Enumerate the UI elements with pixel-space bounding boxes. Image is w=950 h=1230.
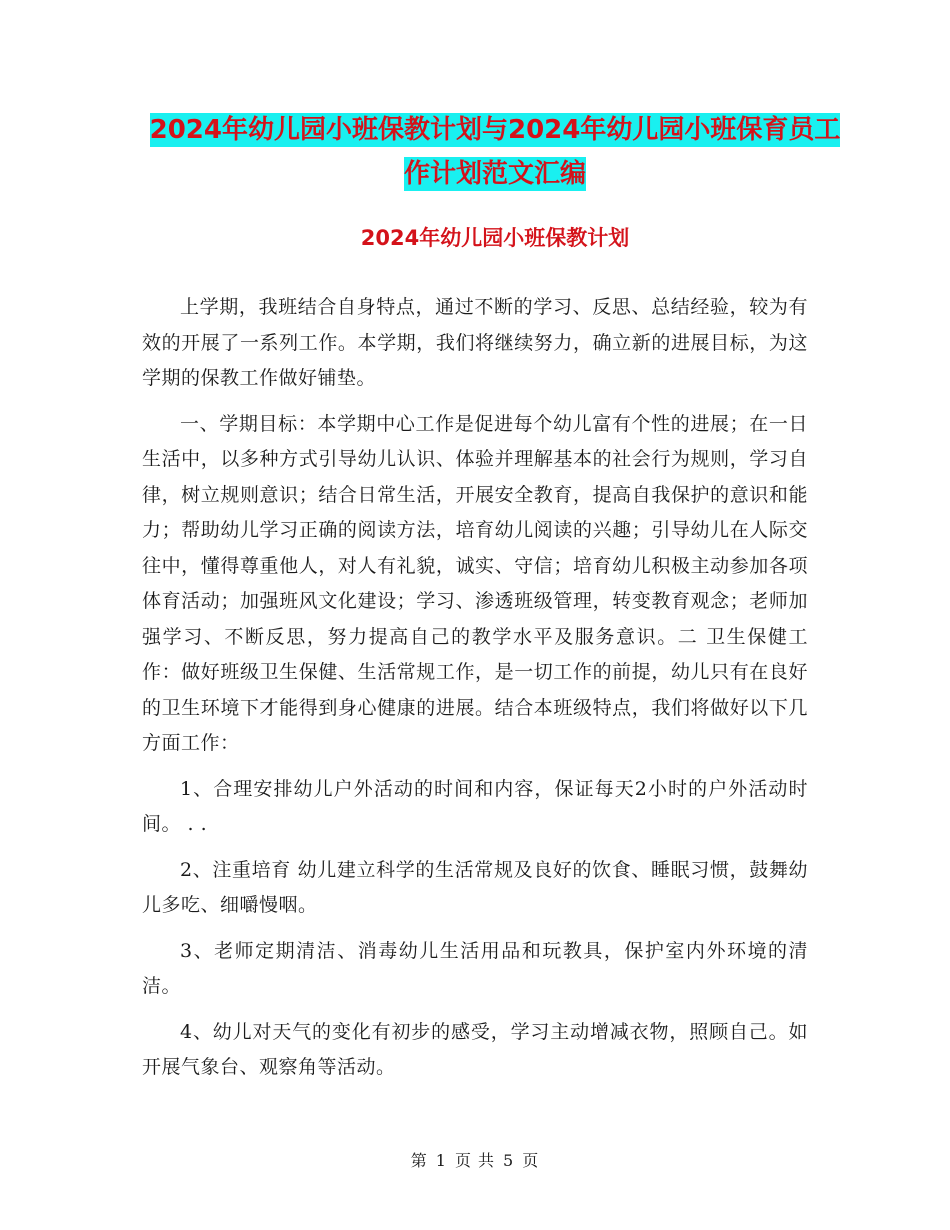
page-label-prefix: 第 — [410, 1151, 428, 1170]
document-title-highlight: 2024年幼儿园小班保教计划与2024年幼儿园小班保育员工作计划范文汇编 — [149, 115, 841, 189]
page-current: 1 — [435, 1151, 447, 1170]
page-footer — [0, 1148, 950, 1171]
page-total: 5 — [503, 1151, 515, 1170]
document-title — [140, 108, 850, 196]
document-body — [142, 290, 808, 1096]
section-title: 2024年幼儿园小班保教计划 — [360, 226, 630, 250]
page-label-suffix: 页 — [522, 1151, 540, 1170]
paragraph-goals: 一、学期目标：本学期中心工作是促进每个幼儿富有个性的进展；在一日生活中，以多种方式引导幼儿认识、体验并理解基本的社会行为规则，学习自律，树立规则意识；结合日常生活，开展安全教育，提高自我保护的意识和能力；帮助幼儿学习正确的阅读方法，培育幼儿阅读的兴趣；引导幼儿在人际交往中，懂得尊重他人，对人有礼貌，诚实、守信；培育幼儿积极主动参加各项体育活动；加强班风文化建设；学习、渗透班级管理，转变教育观念；老师加强学习、不断反思，努力提高自己的教学水平及服务意识。二 卫生保健工作：做好班级卫生保健、生活常规工作，是一切工作的前提，幼儿只有在良好的卫生环境下才能得到身心健康的进展。结合本班级特点，我们将做好以下几方面工作： — [142, 412, 808, 754]
paragraph-item-3: 3、老师定期清洁、消毒幼儿生活用品和玩教具，保护室内外环境的清洁。 — [142, 939, 808, 997]
paragraph-intro: 上学期，我班结合自身特点，通过不断的学习、反思、总结经验，较为有效的开展了一系列工作。本学期，我们将继续努力，确立新的进展目标，为这学期的保教工作做好铺垫。 — [142, 296, 808, 389]
page-label-mid: 页 共 — [454, 1151, 496, 1170]
paragraph-item-2: 2、注重培育 幼儿建立科学的生活常规及良好的饮食、睡眠习惯，鼓舞幼儿多吃、细嚼慢咽。 — [142, 858, 808, 916]
paragraph-item-1: 1、合理安排幼儿户外活动的时间和内容，保证每天2小时的户外活动时间。 . . — [142, 777, 808, 835]
paragraph-item-4: 4、幼儿对天气的变化有初步的感受，学习主动增减衣物，照顾自己。如开展气象台、观察角等活动。 — [142, 1020, 808, 1078]
